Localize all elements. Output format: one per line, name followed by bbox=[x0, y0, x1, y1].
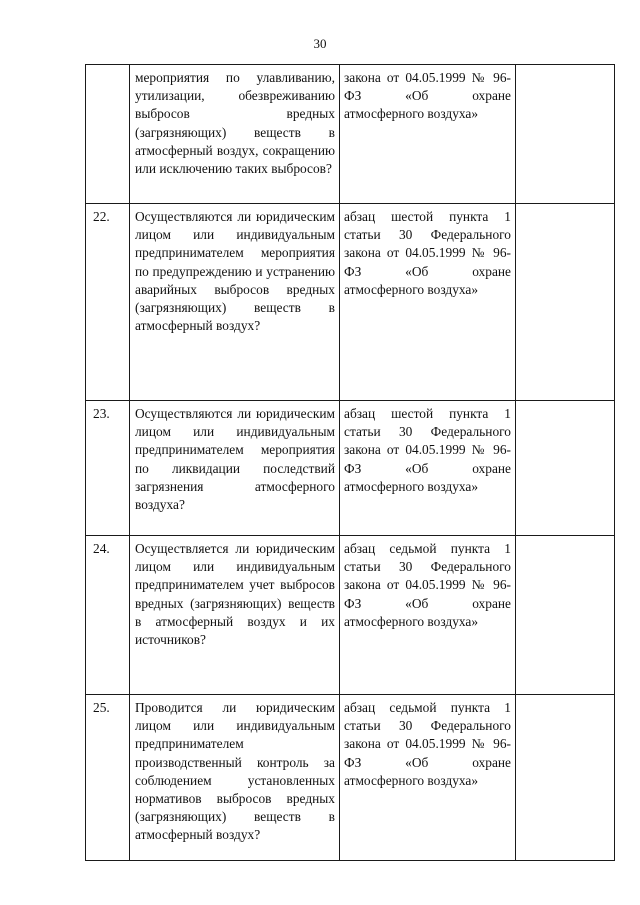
legal-reference-cell: абзац седьмой пункта 1 статьи 30 Федерального закона от 04.05.1999 № 96-ФЗ «Об охране атмосферного воздуха» bbox=[340, 536, 516, 695]
table-row bbox=[86, 695, 615, 861]
checklist-table bbox=[85, 64, 615, 861]
table-row bbox=[86, 401, 615, 536]
row-number: 22. bbox=[86, 204, 130, 401]
row-number: 23. bbox=[86, 401, 130, 536]
question-cell: Проводится ли юридическим лицом или индивидуальным предпринимателем производственный контроль за соблюдением установленных нормативов выбросов вредных (загрязняющих) веществ в атмосферный воздух? bbox=[130, 695, 340, 861]
question-cell: Осуществляются ли юридическим лицом или индивидуальным предпринимателем мероприятия по предупреждению и устранению аварийных выбросов вредных (загрязняющих) веществ в атмосферный воздух? bbox=[130, 204, 340, 401]
legal-reference-cell: закона от 04.05.1999 № 96-ФЗ «Об охране атмосферного воздуха» bbox=[340, 65, 516, 204]
row-number bbox=[86, 65, 130, 204]
table-row bbox=[86, 204, 615, 401]
page-number: 30 bbox=[313, 36, 327, 51]
legal-reference-cell: абзац шестой пункта 1 статьи 30 Федерального закона от 04.05.1999 № 96-ФЗ «Об охране атмосферного воздуха» bbox=[340, 401, 516, 536]
question-cell: Осуществляется ли юридическим лицом или индивидуальным предпринимателем учет выбросов вредных (загрязняющих) веществ в атмосферный воздух и их источников? bbox=[130, 536, 340, 695]
legal-reference-cell: абзац шестой пункта 1 статьи 30 Федерального закона от 04.05.1999 № 96-ФЗ «Об охране атмосферного воздуха» bbox=[340, 204, 516, 401]
answer-cell[interactable] bbox=[516, 695, 615, 861]
table-row bbox=[86, 536, 615, 695]
question-cell: Осуществляются ли юридическим лицом или индивидуальным предпринимателем мероприятия по ликвидации последствий загрязнения атмосферного воздуха? bbox=[130, 401, 340, 536]
row-number: 25. bbox=[86, 695, 130, 861]
question-cell: мероприятия по улавливанию, утилизации, обезвреживанию выбросов вредных (загрязняющих) веществ в атмосферный воздух, сокращению или исключению таких выбросов? bbox=[130, 65, 340, 204]
answer-cell[interactable] bbox=[516, 401, 615, 536]
answer-cell[interactable] bbox=[516, 536, 615, 695]
legal-reference-cell: абзац седьмой пункта 1 статьи 30 Федерального закона от 04.05.1999 № 96-ФЗ «Об охране атмосферного воздуха» bbox=[340, 695, 516, 861]
answer-cell[interactable] bbox=[516, 204, 615, 401]
row-number: 24. bbox=[86, 536, 130, 695]
table-row bbox=[86, 65, 615, 204]
answer-cell[interactable] bbox=[516, 65, 615, 204]
